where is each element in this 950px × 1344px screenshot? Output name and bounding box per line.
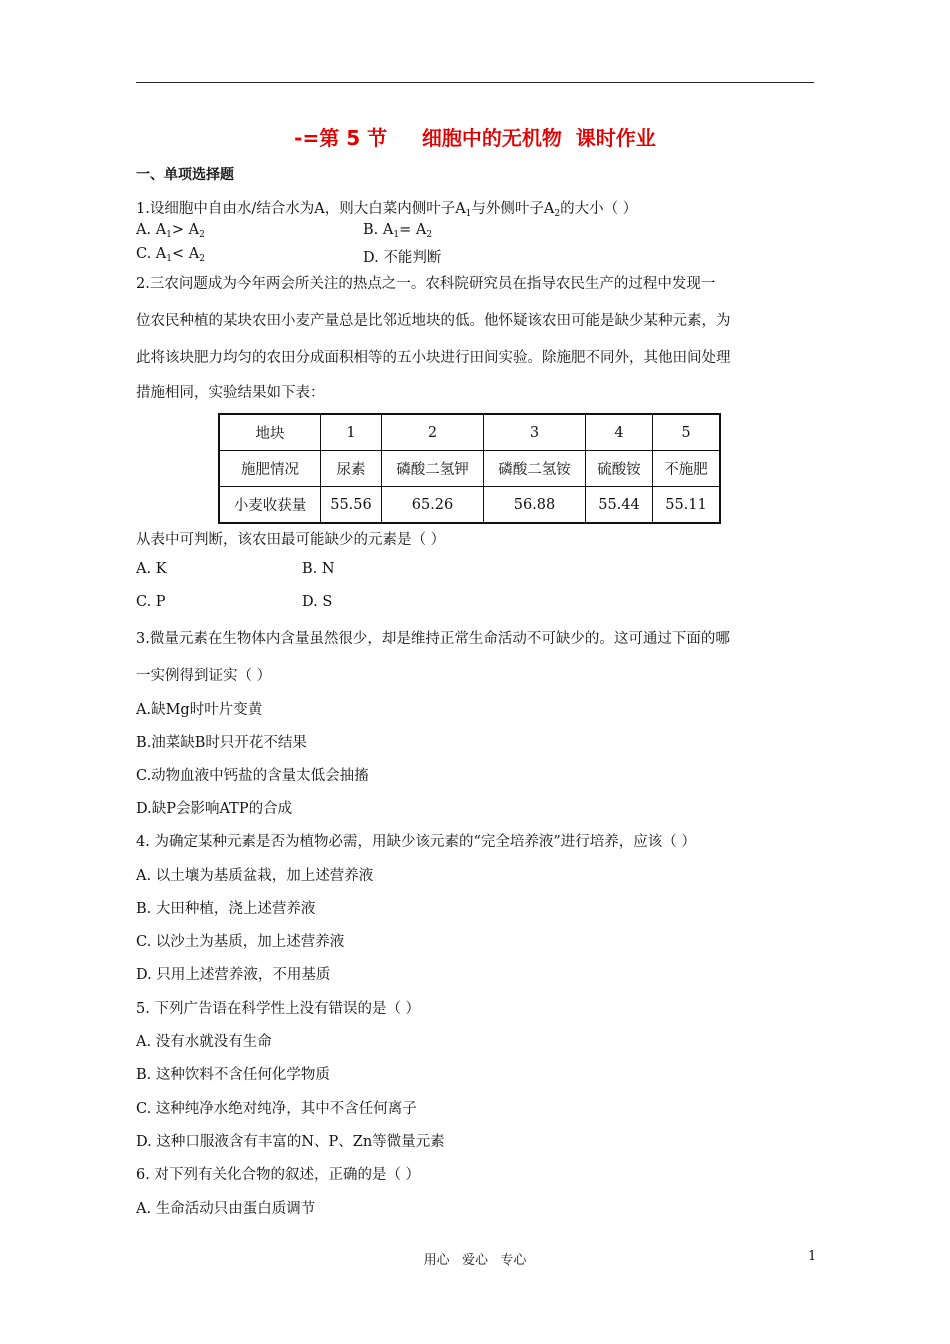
table-cell: 地块 (219, 414, 321, 451)
q3-option-d: D.缺P会影响ATP的合成 (136, 801, 293, 817)
q4-stem: 4. 为确定某种元素是否为植物必需，用缺少该元素的“完全培养液”进行培养，应该（ ） (136, 834, 696, 850)
q4-option-b: B. 大田种植，浇上述营养液 (136, 901, 316, 917)
q5-option-c: C. 这种纯净水绝对纯净，其中不含任何离子 (136, 1101, 417, 1117)
q5-option-b: B. 这种饮料不含任何化学物质 (136, 1067, 330, 1083)
page-number: 1 (808, 1249, 817, 1264)
q2-option-c: C. P (136, 594, 166, 610)
header-rule (136, 82, 814, 83)
q3-line-2: 一实例得到证实（ ） (136, 668, 272, 684)
q3-option-c: C.动物血液中钙盐的含量太低会抽搐 (136, 768, 369, 784)
q4-option-c: C. 以沙土为基质，加上述营养液 (136, 934, 345, 950)
q2-option-b: B. N (302, 561, 335, 577)
table-cell: 1 (321, 414, 382, 451)
table-cell: 4 (586, 414, 653, 451)
q1-stem: 1.设细胞中自由水/结合水为A，则大白菜内侧叶子$A_1$与外侧叶子$A_2$的大小（ ） (136, 201, 638, 219)
q2-option-d: D. S (302, 594, 333, 610)
q6-stem: 6. 对下列有关化合物的叙述，正确的是（ ） (136, 1167, 421, 1183)
table-cell: 施肥情况 (219, 451, 321, 487)
q2-line-4: 措施相同，实验结果如下表： (136, 385, 325, 401)
table-cell: 55.56 (321, 487, 382, 524)
q1-option-d: D. 不能判断 (363, 250, 442, 266)
table-cell: 5 (653, 414, 721, 451)
q4-option-d: D. 只用上述营养液，不用基质 (136, 967, 331, 983)
table-cell: 55.44 (586, 487, 653, 524)
table-cell: 磷酸二氢铵 (484, 451, 586, 487)
q3-option-b: B.油菜缺B时只开花不结果 (136, 735, 307, 751)
q1-option-c: C. $A_1< A_2$ (136, 246, 205, 264)
q3-option-a: A.缺Mg时叶片变黄 (136, 702, 263, 718)
q1-option-a: A. $A_1> A_2$ (136, 222, 205, 240)
q3-line-1: 3.微量元素在生物体内含量虽然很少，却是维持正常生命活动不可缺少的。这可通过下面的哪 (136, 631, 730, 647)
table-cell: 不施肥 (653, 451, 721, 487)
table-row (219, 487, 720, 524)
table-cell: 55.11 (653, 487, 721, 524)
table-cell: 磷酸二氢钾 (382, 451, 484, 487)
section-heading: 一、单项选择题 (136, 167, 234, 183)
q5-option-a: A. 没有水就没有生命 (136, 1034, 272, 1050)
table-cell: 尿素 (321, 451, 382, 487)
q2-option-a: A. K (136, 561, 167, 577)
q2-line-1: 2.三农问题成为今年两会所关注的热点之一。农科院研究员在指导农民生产的过程中发现一 (136, 276, 716, 292)
table-cell: 3 (484, 414, 586, 451)
q4-option-a: A. 以土壤为基质盆栽，加上述营养液 (136, 868, 374, 884)
q6-option-a: A. 生命活动只由蛋白质调节 (136, 1201, 316, 1217)
table-cell: 小麦收获量 (219, 487, 321, 524)
table-cell: 2 (382, 414, 484, 451)
experiment-table (218, 413, 721, 524)
q2-line-3: 此将该块肥力均匀的农田分成面积相等的五小块进行田间实验。除施肥不同外，其他田间处理 (136, 350, 731, 366)
table-row (219, 451, 720, 487)
table-cell: 硫酸铵 (586, 451, 653, 487)
table-cell: 56.88 (484, 487, 586, 524)
q2-ask: 从表中可判断，该农田最可能缺少的元素是（ ） (136, 532, 446, 548)
table-row (219, 414, 720, 451)
q1-option-b: B. $A_1= A_2$ (363, 222, 433, 240)
table-cell: 65.26 (382, 487, 484, 524)
page-footer: 用心 爱心 专心 (423, 1253, 527, 1268)
q2-line-2: 位农民种植的某块农田小麦产量总是比邻近地块的低。他怀疑该农田可能是缺少某种元素，为 (136, 313, 731, 329)
q5-option-d: D. 这种口服液含有丰富的N、P、Zn等微量元素 (136, 1134, 445, 1150)
page-title: -=第 5 节 细胞中的无机物 课时作业 (294, 126, 656, 150)
q5-stem: 5. 下列广告语在科学性上没有错误的是（ ） (136, 1001, 421, 1017)
